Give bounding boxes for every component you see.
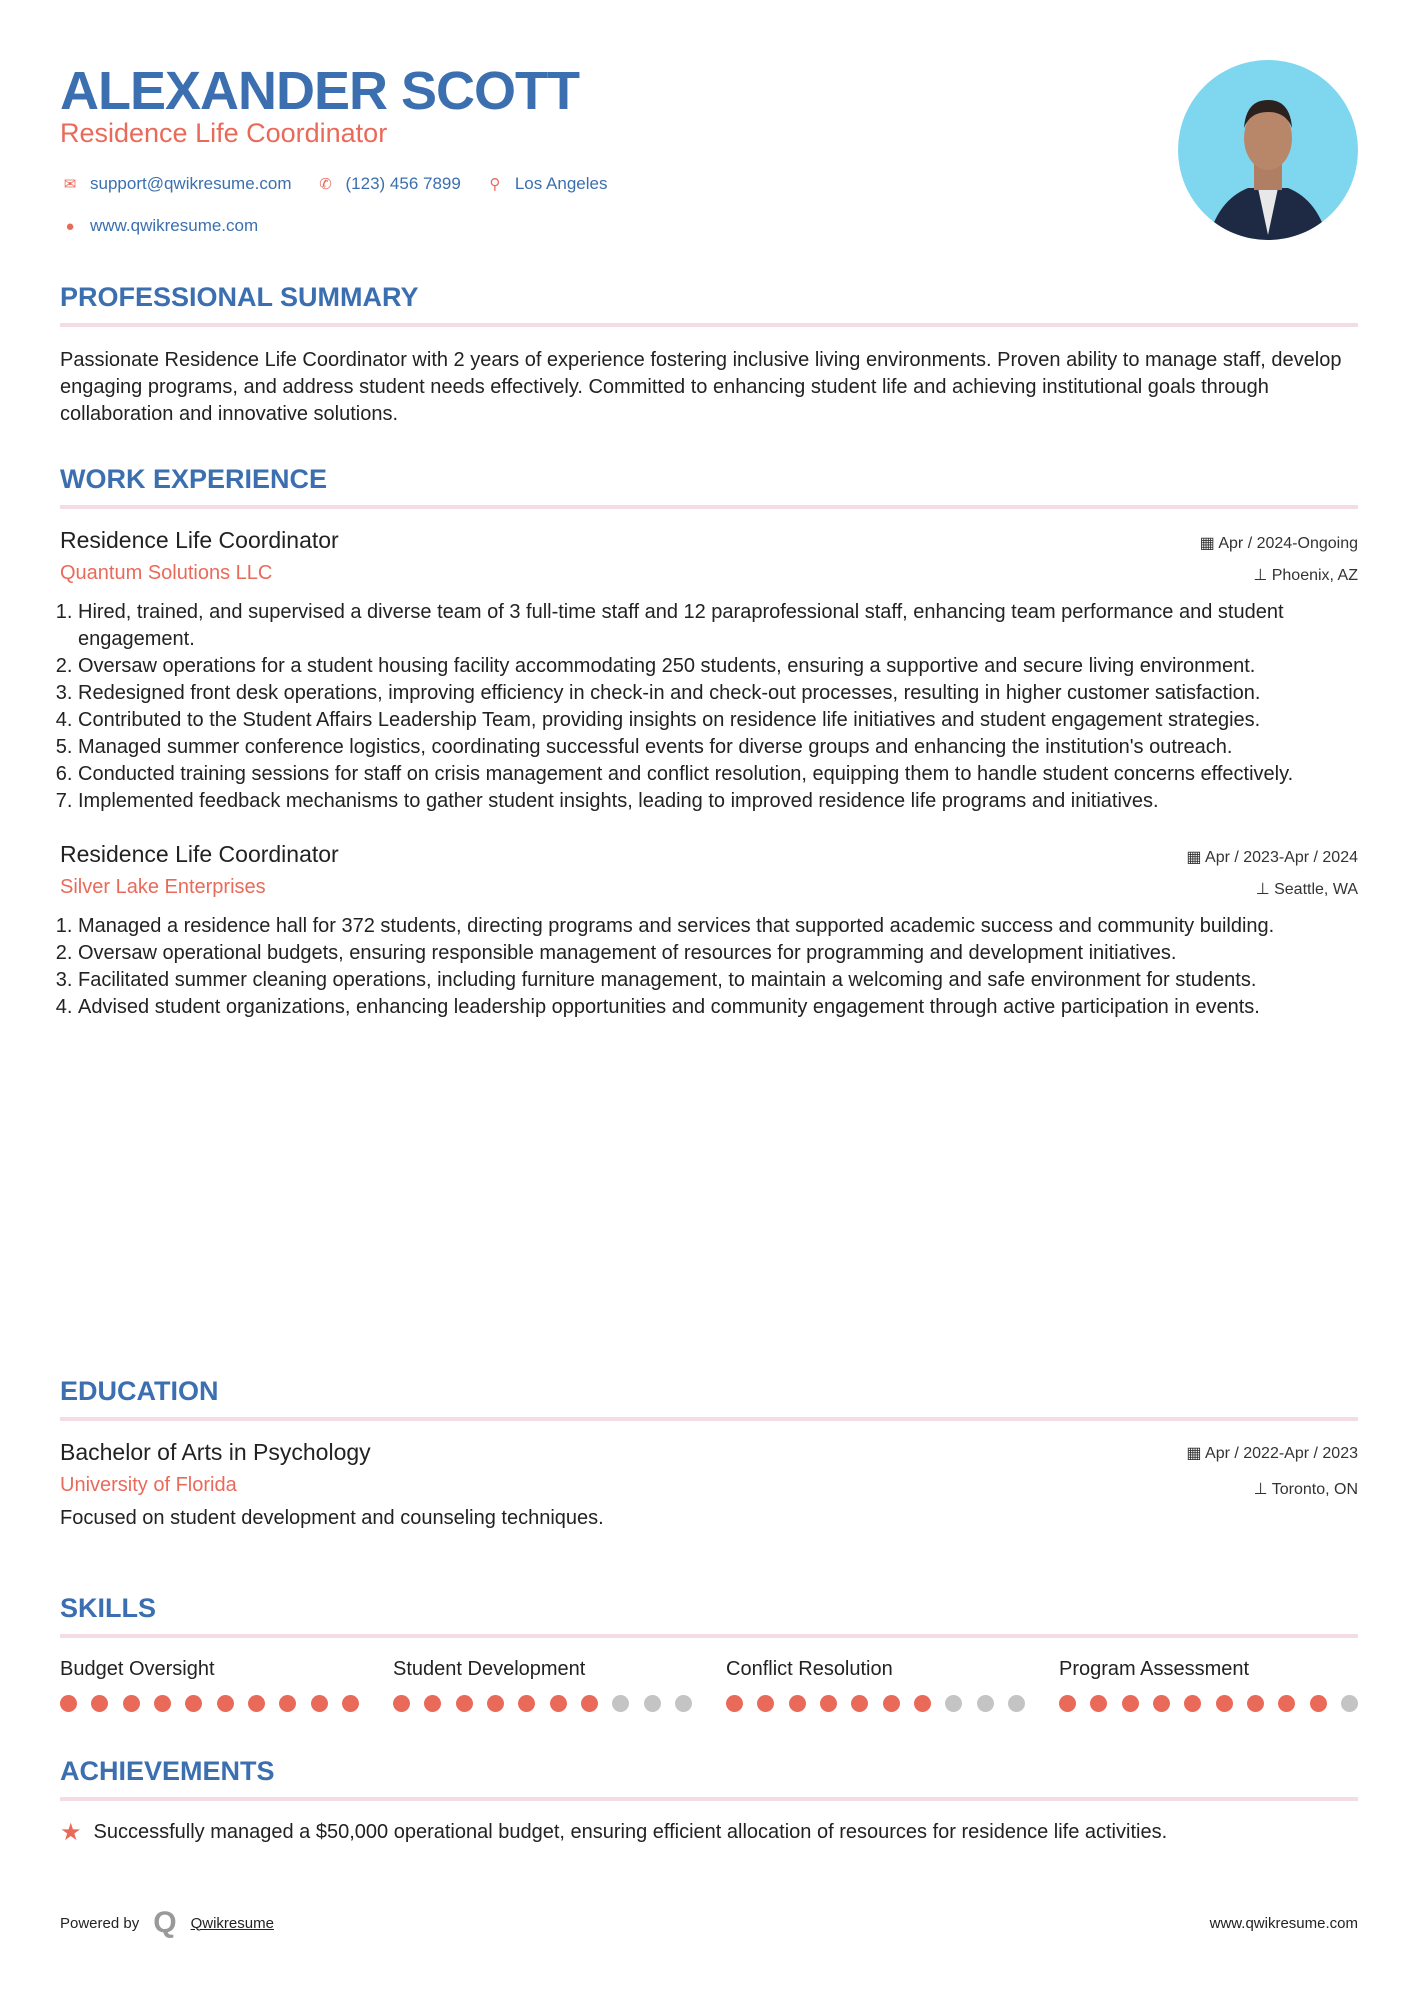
rating-dot-empty	[1008, 1695, 1025, 1712]
website-row	[60, 216, 272, 236]
job-bullets	[60, 599, 1358, 815]
rating-dot-filled	[91, 1695, 108, 1712]
bullet: 4. Contributed to the Student Affairs Leadership Team, providing insights on residence life initiatives and student engagement strategies.	[78, 707, 1358, 734]
skill-rating	[60, 1695, 359, 1712]
summary-section	[60, 282, 1358, 428]
website-link[interactable]: www.qwikresume.com	[90, 216, 259, 235]
job-title: Residence Life Coordinator	[60, 841, 339, 867]
rating-dot-empty	[675, 1695, 692, 1712]
rating-dot-filled	[123, 1695, 140, 1712]
rating-dot-filled	[1278, 1695, 1295, 1712]
education-entry	[60, 1439, 1358, 1532]
candidate-name: ALEXANDER SCOTT	[60, 61, 580, 121]
skill-rating	[726, 1695, 1025, 1712]
work-section	[60, 464, 1358, 1021]
rating-dot-filled	[248, 1695, 265, 1712]
bullet: 7. Implemented feedback mechanisms to gather student insights, leading to improved residence life programs and initiatives.	[78, 788, 1358, 815]
rating-dot-empty	[1341, 1695, 1358, 1712]
map-pin-icon: ⚲	[489, 176, 501, 193]
skill-name: Student Development	[393, 1658, 586, 1680]
job-dates: Apr / 2024-Ongoing	[1218, 535, 1358, 552]
rating-dot-filled	[311, 1695, 328, 1712]
achievements-heading: ACHIEVEMENTS	[60, 1756, 275, 1786]
rating-dot-filled	[60, 1695, 77, 1712]
bullet: 2. Oversaw operational budgets, ensuring responsible management of resources for programming and development initiatives.	[78, 940, 1358, 967]
summary-heading: PROFESSIONAL SUMMARY	[60, 282, 419, 312]
school-name: University of Florida	[60, 1474, 237, 1496]
rating-dot-filled	[217, 1695, 234, 1712]
education-dates: Apr / 2022-Apr / 2023	[1205, 1445, 1358, 1462]
rating-dot-filled	[342, 1695, 359, 1712]
bullet: 3. Redesigned front desk operations, improving efficiency in check-in and check-out processes, resulting in higher customer satisfaction.	[78, 680, 1358, 707]
phone-icon: ✆	[319, 176, 332, 193]
rating-dot-filled	[789, 1695, 806, 1712]
bullet: 5. Managed summer conference logistics, coordinating successful events for diverse groups and enhancing the institution's outreach.	[78, 734, 1358, 761]
rating-dot-filled	[1216, 1695, 1233, 1712]
footer-url[interactable]: www.qwikresume.com	[1209, 1914, 1358, 1932]
bullet: 2. Oversaw operations for a student housing facility accommodating 250 students, ensuring a supportive and secure living environment.	[78, 653, 1358, 680]
job-location: Seattle, WA	[1274, 881, 1358, 898]
pin-icon: ⊥	[1253, 567, 1272, 584]
candidate-title: Residence Life Coordinator	[60, 118, 388, 148]
rating-dot-filled	[1310, 1695, 1327, 1712]
achievement-item	[60, 1819, 1358, 1846]
job-title: Residence Life Coordinator	[60, 527, 339, 553]
star-icon: ★	[60, 1819, 82, 1846]
work-heading: WORK EXPERIENCE	[60, 464, 328, 494]
rating-dot-filled	[487, 1695, 504, 1712]
rating-dot-filled	[1153, 1695, 1170, 1712]
skill-name: Budget Oversight	[60, 1658, 215, 1680]
pin-icon: ⊥	[1253, 1481, 1272, 1498]
rating-dot-empty	[977, 1695, 994, 1712]
email-link[interactable]: support@qwikresume.com	[90, 174, 292, 193]
job-bullets	[60, 913, 1358, 1021]
rating-dot-filled	[581, 1695, 598, 1712]
phone-text: (123) 456 7899	[345, 174, 461, 193]
rating-dot-filled	[518, 1695, 535, 1712]
rating-dot-filled	[914, 1695, 931, 1712]
education-location: Toronto, ON	[1271, 1481, 1358, 1498]
company-name: Quantum Solutions LLC	[60, 562, 273, 584]
rating-dot-filled	[154, 1695, 171, 1712]
rating-dot-filled	[456, 1695, 473, 1712]
bullet: 6. Conducted training sessions for staff on crisis management and conflict resolution, equipping them to handle student concerns effectively.	[78, 761, 1358, 788]
achievement-text: Successfully managed a $50,000 operational budget, ensuring efficient allocation of resources for residence life activities.	[93, 1821, 1168, 1843]
skill-item	[393, 1658, 692, 1712]
rating-dot-filled	[550, 1695, 567, 1712]
job-entry	[60, 527, 1358, 815]
skill-item	[1059, 1658, 1358, 1712]
section-divider	[60, 505, 1358, 509]
job-dates: Apr / 2023-Apr / 2024	[1205, 849, 1358, 866]
company-name: Silver Lake Enterprises	[60, 876, 266, 898]
location-text: Los Angeles	[514, 174, 608, 193]
rating-dot-filled	[1247, 1695, 1264, 1712]
education-heading: EDUCATION	[60, 1376, 219, 1406]
rating-dot-empty	[612, 1695, 629, 1712]
rating-dot-empty	[945, 1695, 962, 1712]
education-section	[60, 1376, 1358, 1532]
pin-icon: ⊥	[1255, 881, 1275, 898]
rating-dot-filled	[393, 1695, 410, 1712]
footer	[60, 1906, 1358, 1940]
section-divider	[60, 323, 1358, 327]
rating-dot-filled	[820, 1695, 837, 1712]
calendar-icon: ▦	[1186, 1445, 1206, 1462]
skill-item	[726, 1658, 1025, 1712]
skills-heading: SKILLS	[60, 1593, 157, 1623]
bullet: 3. Facilitated summer cleaning operations, including furniture management, to maintain a welcoming and safe environment for students.	[78, 967, 1358, 994]
skill-name: Program Assessment	[1059, 1658, 1250, 1680]
rating-dot-filled	[424, 1695, 441, 1712]
rating-dot-filled	[279, 1695, 296, 1712]
rating-dot-empty	[644, 1695, 661, 1712]
degree: Bachelor of Arts in Psychology	[60, 1439, 371, 1465]
calendar-icon: ▦	[1186, 849, 1206, 866]
rating-dot-filled	[726, 1695, 743, 1712]
rating-dot-filled	[1122, 1695, 1139, 1712]
rating-dot-filled	[757, 1695, 774, 1712]
bullet: 4. Advised student organizations, enhancing leadership opportunities and community engagement through active participation in events.	[78, 994, 1358, 1021]
envelope-icon: ✉	[63, 176, 77, 193]
job-entry	[60, 841, 1358, 1021]
bullet: 1. Managed a residence hall for 372 students, directing programs and services that supported academic success and community building.	[78, 913, 1358, 940]
rating-dot-filled	[1090, 1695, 1107, 1712]
section-divider	[60, 1417, 1358, 1421]
qwikresume-logo-icon: Q	[153, 1906, 177, 1939]
achievements-section	[60, 1756, 1358, 1846]
education-description: Focused on student development and counseling techniques.	[60, 1507, 604, 1529]
job-location: Phoenix, AZ	[1271, 567, 1358, 584]
calendar-icon: ▦	[1199, 535, 1219, 552]
brand-link[interactable]: Qwikresume	[190, 1914, 274, 1932]
summary-text: Passionate Residence Life Coordinator with 2 years of experience fostering inclusive living environments. Proven ability to manage staff, develop engaging programs, and address student needs effectively. Committed to enhancing student life and achieving institutional goals through collaboration and innovative solutions.	[60, 349, 1342, 425]
skill-rating	[1059, 1695, 1358, 1712]
rating-dot-filled	[883, 1695, 900, 1712]
contact-row	[60, 174, 621, 194]
rating-dot-filled	[185, 1695, 202, 1712]
rating-dot-filled	[1184, 1695, 1201, 1712]
rating-dot-filled	[1059, 1695, 1076, 1712]
bullet: 1. Hired, trained, and supervised a diverse team of 3 full-time staff and 12 paraprofessional staff, enhancing team performance and student engagement.	[78, 599, 1358, 653]
powered-by-label: Powered by	[60, 1914, 140, 1932]
skills-section	[60, 1593, 1358, 1712]
skills-list	[60, 1658, 1358, 1712]
skill-name: Conflict Resolution	[726, 1658, 893, 1680]
skill-item	[60, 1658, 359, 1712]
rating-dot-filled	[851, 1695, 868, 1712]
globe-icon: ●	[65, 217, 75, 235]
skill-rating	[393, 1695, 692, 1712]
profile-photo	[1178, 60, 1358, 240]
section-divider	[60, 1634, 1358, 1638]
section-divider	[60, 1797, 1358, 1801]
